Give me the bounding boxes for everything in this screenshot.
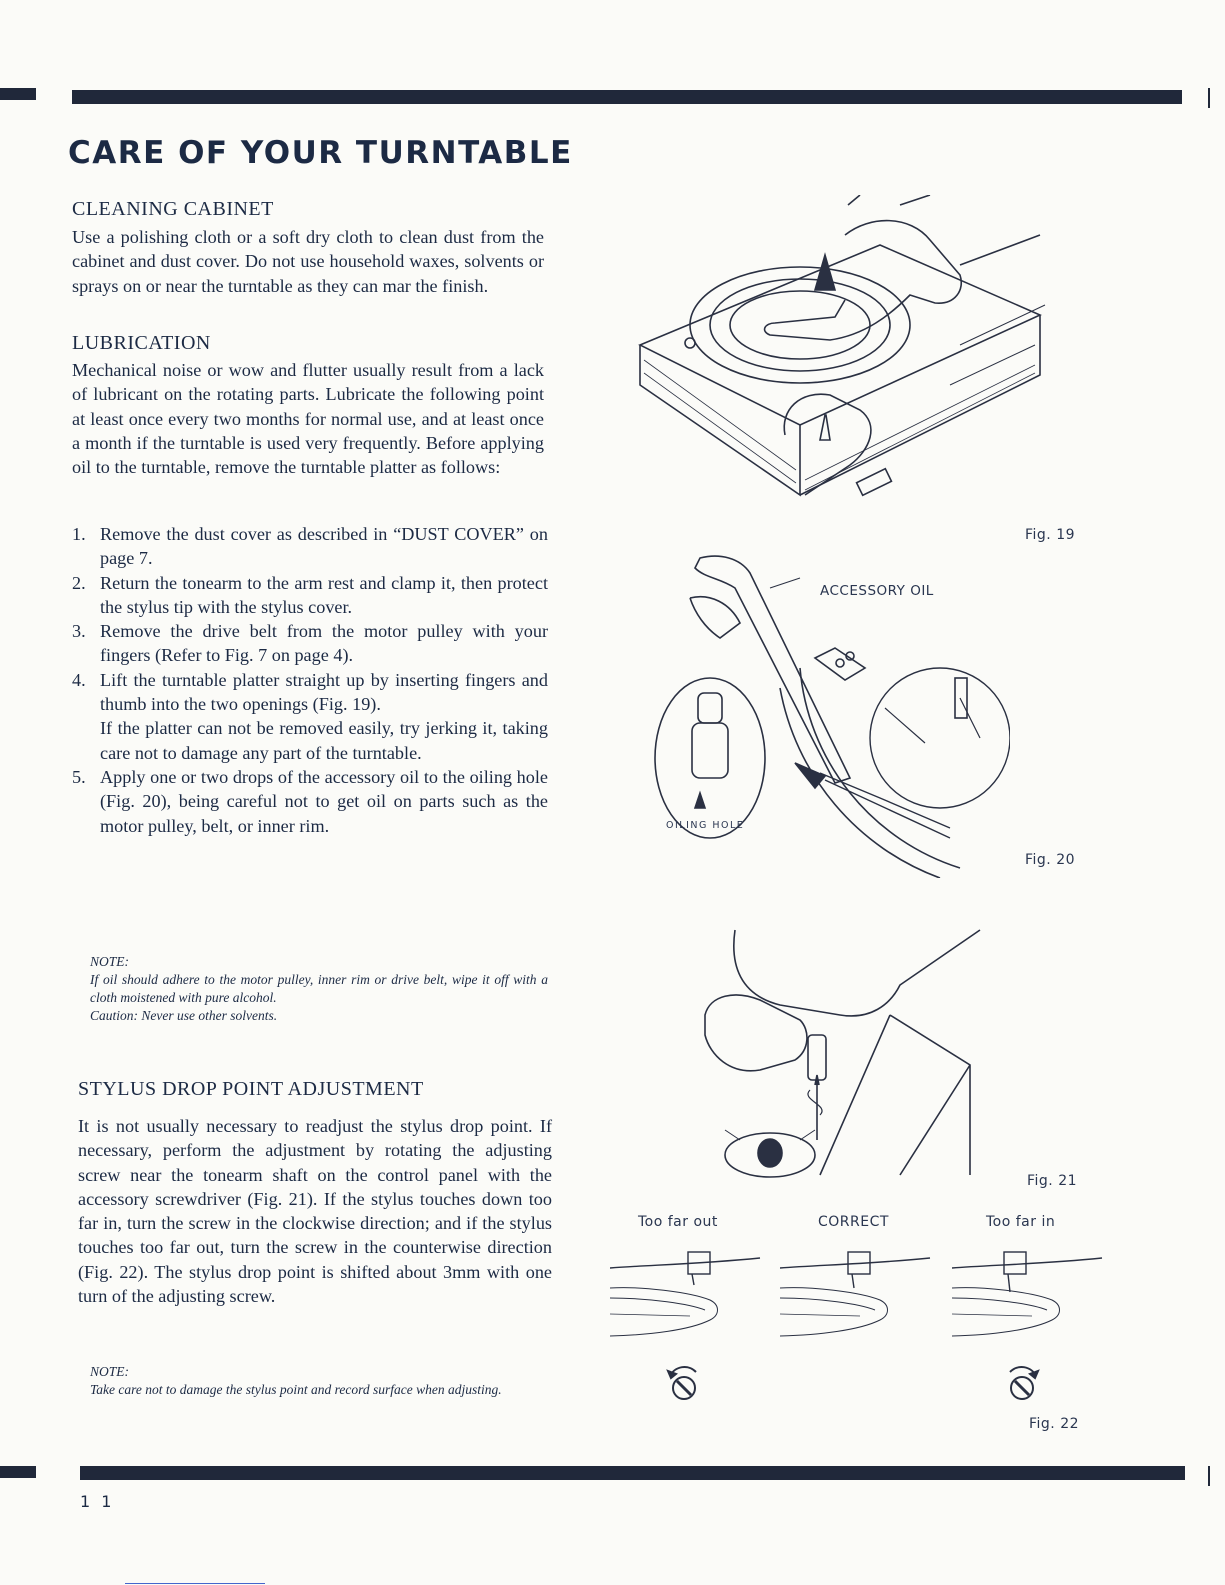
step-number: 2. xyxy=(72,572,86,593)
oiling-hole-label: OILING HOLE xyxy=(666,820,745,831)
lubrication-steps xyxy=(72,522,548,838)
scan-mark xyxy=(0,88,36,100)
note-text: If oil should adhere to the motor pulley, inner rim or drive belt, wipe it off with a cloth moistened with pure alcohol. xyxy=(90,972,548,1005)
scan-edge-line xyxy=(125,1583,265,1584)
heading-cleaning-cabinet: CLEANING CABINET xyxy=(72,198,274,220)
figure-22-correct xyxy=(780,1240,940,1360)
step-text: Return the tonearm to the arm rest and clamp it, then protect the stylus tip with the stylus cover. xyxy=(100,572,548,617)
scan-mark xyxy=(0,1466,36,1478)
step-text: Lift the turntable platter straight up by inserting fingers and thumb into the two openings (Fig. 19). xyxy=(100,669,548,715)
figure-19-illustration xyxy=(630,195,1050,525)
scan-mark xyxy=(1208,88,1210,108)
cleaning-paragraph: Use a polishing cloth or a soft dry cloth to clean dust from the cabinet and dust cover. Do not use household waxes, solvents or sprays on or near the turntable as they can mar the finish. xyxy=(72,227,544,296)
step-number: 4. xyxy=(72,669,86,690)
caution-text: Caution: Never use other solvents. xyxy=(90,1008,278,1023)
figure-22-too-far-in xyxy=(952,1240,1112,1360)
figure-21-caption: Fig. 21 xyxy=(1027,1173,1078,1189)
figure-20-caption: Fig. 20 xyxy=(1025,852,1076,868)
stylus-paragraph: It is not usually necessary to readjust the stylus drop point. If necessary, perform the adjustment by rotating the adjusting screw near the tonearm shaft on the control panel with the accessory screwdriver (Fig. 21). If the stylus touches down too far in, turn the screw in the clockwise direction; and if the stylus touches too far out, turn the screw in the counterwise direction (Fig. 22). The stylus drop point is shifted about 3mm with one turn of the adjusting screw. xyxy=(78,1116,552,1307)
figure-21-illustration xyxy=(700,925,990,1185)
note-text: Take care not to damage the stylus point and record surface when adjusting. xyxy=(90,1382,502,1397)
step-number: 1. xyxy=(72,524,86,544)
step-number: 5. xyxy=(72,766,86,787)
counterclockwise-screw-icon xyxy=(662,1362,706,1406)
step-text: Remove the dust cover as described in “DUST COVER” on page 7. xyxy=(100,524,548,569)
list-item xyxy=(72,668,548,765)
heading-lubrication: LUBRICATION xyxy=(72,332,211,354)
heading-stylus-drop-point: STYLUS DROP POINT ADJUSTMENT xyxy=(78,1078,424,1100)
figure-19-caption: Fig. 19 xyxy=(1025,527,1076,543)
list-item xyxy=(72,571,548,620)
page-title: CARE OF YOUR TURNTABLE xyxy=(68,135,573,171)
stylus-note xyxy=(90,1363,552,1399)
accessory-oil-label: ACCESSORY OIL xyxy=(820,583,934,599)
lubrication-paragraph: Mechanical noise or wow and flutter usually result from a lack of lubricant on the rotating parts. Lubricate the following point at least once every two months for normal use, and at least once a month if the turntable is used very frequently. Before applying oil to the turntable, remove the turntable platter as follows: xyxy=(72,360,544,478)
top-rule xyxy=(72,90,1182,104)
figure-22-too-far-out xyxy=(610,1240,770,1360)
correct-label: CORRECT xyxy=(818,1214,889,1230)
step-number: 3. xyxy=(72,621,86,642)
too-far-in-label: Too far in xyxy=(986,1214,1056,1230)
step-text: Apply one or two drops of the accessory oil to the oiling hole (Fig. 20), being careful not to get oil on parts such as the motor pulley, belt, or inner rim. xyxy=(100,766,548,836)
note-label: NOTE: xyxy=(90,954,130,969)
step-text: Remove the drive belt from the motor pulley with your fingers (Refer to Fig. 7 on page 4). xyxy=(100,621,548,666)
list-item xyxy=(72,765,548,838)
figure-22-caption: Fig. 22 xyxy=(1029,1416,1080,1432)
clockwise-screw-icon xyxy=(1000,1362,1044,1406)
list-item xyxy=(72,522,548,571)
note-label: NOTE: xyxy=(90,1364,130,1379)
page-number: 1 1 xyxy=(80,1492,115,1511)
bottom-rule xyxy=(80,1466,1185,1480)
lubrication-note xyxy=(90,953,548,1025)
too-far-out-label: Too far out xyxy=(638,1214,718,1230)
scan-mark xyxy=(1208,1466,1210,1486)
step-extra-text: If the platter can not be removed easily, try jerking it, taking care not to damage any part of the turntable. xyxy=(100,718,548,763)
list-item xyxy=(72,619,548,668)
